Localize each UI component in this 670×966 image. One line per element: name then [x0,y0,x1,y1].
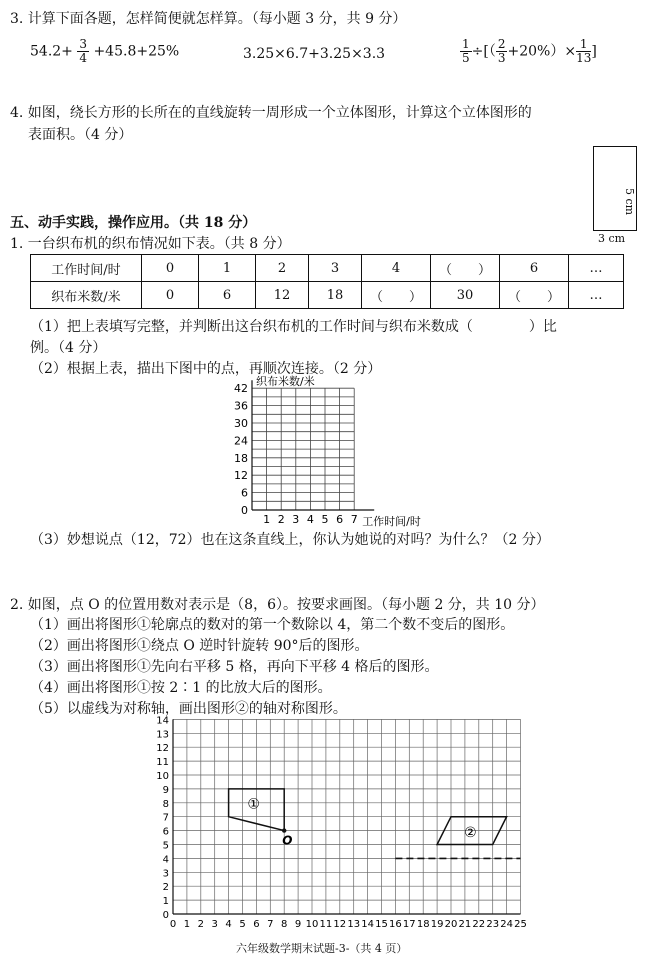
table-cell: （ ） [500,282,569,309]
part2-item-2: （2）画出将图形①绕点 O 逆时针旋转 90°后的图形。 [30,638,369,654]
table-cell: 4 [362,255,431,282]
x-tick-label: 6 [336,513,344,526]
sub1-line-1: （1）把上表填写完整，并判断出这台织布机的工作时间与织布米数成（ ）比 [30,319,557,335]
expr1-part-b: +45.8+25% [93,43,180,60]
loom-table [30,254,624,309]
table-cell: 0 [142,282,199,309]
y-tick-label: 9 [162,784,169,796]
shape-1-label: ① [247,796,260,813]
x-tick-label: 5 [321,513,329,526]
frac-numerator: 3 [79,37,87,51]
part2-item-4: （4）画出将图形①按 2∶1 的比放大后的图形。 [30,680,332,696]
fraction-3-4 [77,38,89,65]
table-cell: 3 [309,255,362,282]
y-tick-label: 2 [162,882,169,894]
x-axis-label: 工作时间/时 [362,515,421,528]
table-cell: … [569,282,624,309]
y-tick-label: 10 [156,771,169,782]
table-cell: 12 [256,282,309,309]
table-cell: （ ） [362,282,431,309]
table-cell: 18 [309,282,362,309]
x-tick-label: 5 [239,919,246,930]
table-row [31,282,624,309]
part2-item-5: （5）以虚线为对称轴，画出图形②的轴对称图形。 [30,701,347,717]
x-tick-label: 0 [169,919,177,930]
q3-title: 3. 计算下面各题，怎样简便就怎样算。（每小题 3 分，共 9 分） [10,11,407,27]
section-5-heading: 五、动手实践，操作应用。（共 18 分） [10,215,257,231]
fraction-2-3 [496,38,508,65]
x-tick-label: 3 [292,513,300,526]
y-tick-label: 1 [162,896,169,908]
x-tick-label: 13 [347,919,361,930]
fraction-1-13 [576,38,591,65]
x-tick-label: 11 [319,919,333,930]
x-tick-label: 24 [500,919,513,930]
fraction-1-5 [460,38,472,65]
rectangle-side-label: 5 cm [623,188,636,216]
x-tick-label: 19 [430,919,444,930]
coordinate-grid [150,712,540,934]
frac-denominator: 4 [79,51,87,65]
y-tick-label: 12 [156,743,169,755]
y-tick-label: 5 [162,840,169,852]
rectangle-bottom-label: 3 cm [598,232,626,245]
frac-denominator: 5 [462,51,470,65]
x-tick-label: 3 [211,919,218,930]
frac-denominator: 13 [576,51,592,65]
table-cell: 2 [256,255,309,282]
q3-expression-3 [460,38,597,65]
frac-numerator: 2 [497,37,506,51]
x-tick-label: 10 [305,919,319,930]
table-cell: 0 [142,255,199,282]
y-tick-label: 42 [234,382,248,396]
y-tick-label: 6 [162,826,169,838]
y-tick-label: 8 [162,798,169,810]
part1-title: 1. 一台织布机的织布情况如下表。（共 8 分） [10,236,291,252]
y-tick-label: 3 [162,868,169,880]
x-tick-label: 23 [486,919,500,930]
table-row [31,255,624,282]
y-axis-label: 织布米数/米 [256,375,315,389]
q3-expression-2: 3.25×6.7+3.25×3.3 [243,46,386,62]
y-tick-label: 11 [156,757,169,769]
part2-item-1: （1）画出将图形①轮廓点的数对的第一个数除以 4，第二个数不变后的图形。 [30,617,515,633]
x-tick-label: 2 [277,513,285,526]
expr3-part-b: +20%）× [507,43,577,60]
x-tick-label: 12 [333,919,347,930]
y-tick-label: 4 [162,854,169,866]
x-tick-label: 9 [294,919,302,930]
expr3-part-a: ÷[（ [471,43,496,60]
table-cell: 1 [199,255,256,282]
sub2-text: （2）根据上表，描出下图中的点，再顺次连接。（2 分） [30,361,382,377]
point-o-dot [282,828,286,832]
x-tick-label: 7 [267,919,274,930]
frac-numerator: 1 [576,38,591,52]
table-cell: 织布米数/米 [31,282,142,309]
part2-title: 2. 如图，点 O 的位置用数对表示是（8，6）。按要求画图。（每小题 2 分，共 10 分） [10,597,545,613]
y-tick-label: 7 [162,812,169,824]
x-tick-label: 17 [402,919,416,930]
x-tick-label: 1 [263,513,271,526]
sub1-line-2: 例。（4 分） [30,340,107,356]
x-tick-label: 16 [389,919,402,930]
x-tick-label: 7 [350,513,358,526]
expr3-part-c: ] [591,43,597,60]
table-cell: 30 [431,282,500,309]
y-tick-label: 36 [234,399,248,413]
frac-numerator: 1 [462,37,470,51]
q3-expression-1 [30,38,179,65]
part2-item-3: （3）画出将图形①先向右平移 5 格，再向下平移 4 格后的图形。 [30,659,439,675]
y-tick-label: 24 [234,434,248,448]
frac-denominator: 3 [497,51,506,65]
x-tick-label: 14 [361,919,374,930]
x-tick-label: 25 [514,919,527,930]
x-tick-label: 20 [444,919,458,930]
x-tick-label: 6 [253,919,260,930]
table-cell: … [569,255,624,282]
loom-grid-chart [220,374,470,534]
y-tick-label: 30 [234,417,248,430]
point-o-label: O [282,833,293,848]
x-tick-label: 21 [458,919,472,930]
x-tick-label: 15 [375,919,388,930]
page-footer: 六年级数学期末试题-3-（共 4 页） [236,942,408,955]
expr1-part-a: 54.2+ [30,43,73,60]
x-tick-label: 2 [197,919,204,930]
y-tick-label: 14 [156,715,169,727]
q4-line-2: 表面积。（4 分） [28,127,133,143]
y-tick-label: 12 [234,469,248,483]
table-cell: 工作时间/时 [31,255,142,282]
y-tick-label: 6 [241,486,248,500]
sub3-text: （3）妙想说点（12，72）也在这条直线上，你认为她说的对吗？为什么？（2 分） [30,532,550,548]
shape-2-label: ② [464,824,477,841]
x-tick-label: 18 [416,919,430,930]
x-tick-label: 8 [281,919,288,930]
q4-line-1: 4. 如图，绕长方形的长所在的直线旋转一周形成一个立体图形，计算这个立体图形的 [10,105,532,121]
x-tick-label: 22 [472,919,486,930]
table-cell: （ ） [431,255,500,282]
y-tick-label: 0 [162,910,169,921]
x-tick-label: 1 [183,919,191,930]
y-tick-label: 13 [156,729,169,741]
x-tick-label: 4 [225,919,232,930]
table-cell: 6 [500,255,569,282]
y-tick-label: 18 [234,451,248,465]
x-tick-label: 4 [306,513,314,526]
y-tick-label: 0 [241,504,248,517]
table-cell: 6 [199,282,256,309]
